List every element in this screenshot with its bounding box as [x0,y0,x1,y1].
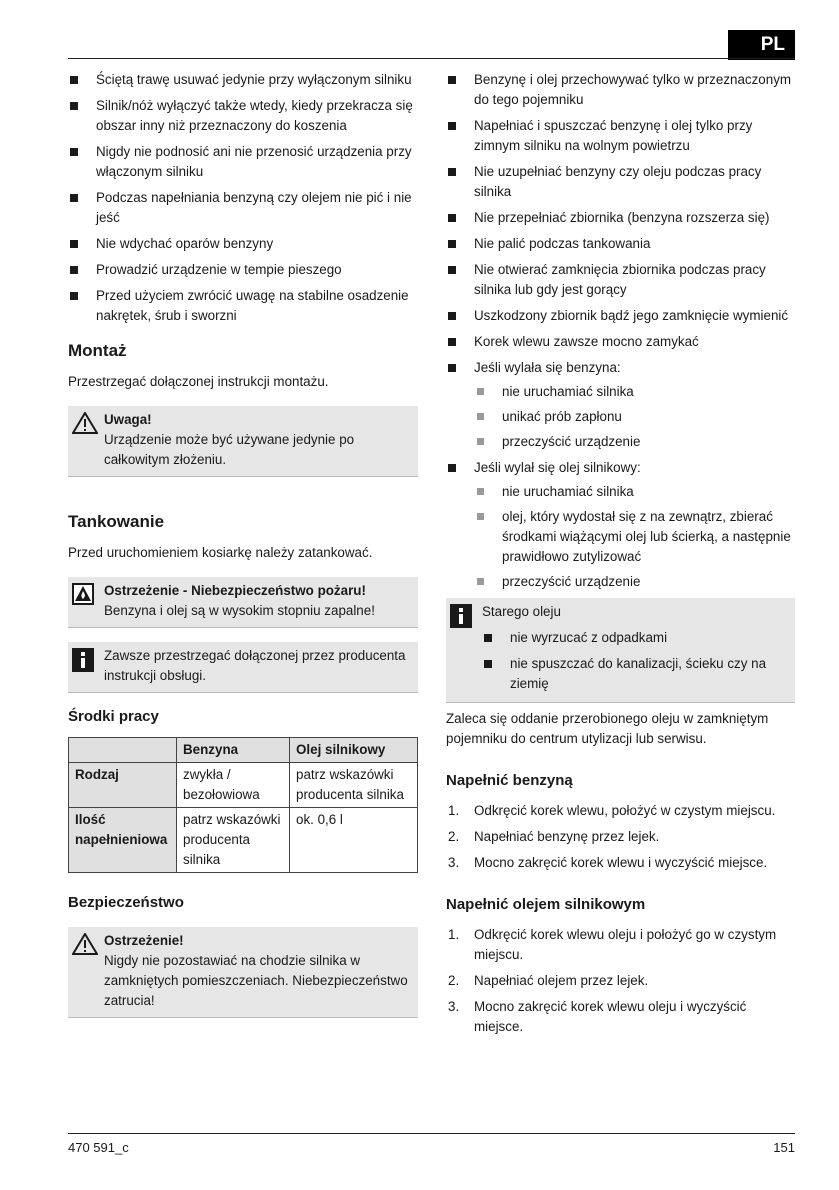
sub-list-item: nie uruchamiać silnika [474,382,795,402]
step: 2. Napełniać benzynę przez lejek. [448,829,660,844]
list-item: Prowadzić urządzenie w tempie pieszego [68,260,418,280]
warning-triangle-icon [72,933,98,961]
left-column [68,70,418,1030]
old-oil-list [482,628,787,694]
list-item: Ściętą trawę usuwać jedynie przy wyłączonym silniku [68,70,418,90]
warning-text: Nigdy nie pozostawiać na chodzie silnika w zamkniętych pomieszczeniach. Niebezpieczeństwo zatrucia! [104,953,408,1008]
table-row [69,808,418,873]
tankowanie-text: Przed uruchomieniem kosiarkę należy zatankować. [68,545,373,560]
row-header: Ilość napełnieniowa [69,808,177,873]
safety-list-right [446,70,795,592]
list-item: Nie wdychać oparów benzyny [68,234,418,254]
right-column [446,70,795,1043]
info-note [68,642,418,693]
old-oil-text: Zaleca się oddanie przerobionego oleju w zamkniętym pojemniku do centrum utylizacji lub serwisu. [446,711,769,746]
info-icon [450,604,472,634]
info-icon [72,648,94,678]
warning-text: Benzyna i olej są w wysokim stopniu zapalne! [104,603,375,618]
table-row [69,763,418,808]
list-item: Nie uzupełniać benzyny czy oleju podczas pracy silnika [446,162,795,202]
language-tab: PL [728,30,795,60]
warning-triangle-icon [72,412,98,440]
safety-list-left [68,70,418,326]
tankowanie-heading: Tankowanie [68,512,165,531]
header-rule [68,58,795,59]
list-item: Nie otwierać zamknięcia zbiornika podczas pracy silnika lub gdy jest gorący [446,260,795,300]
warning-title: Ostrzeżenie! [104,933,184,948]
step: 3. Mocno zakręcić korek wlewu oleju i wyczyścić miejsce. [448,999,747,1034]
step: 3. Mocno zakręcić korek wlewu i wyczyścić miejsce. [448,855,768,870]
table-cell: zwykła / bezołowiowa [177,763,290,808]
montaz-text: Przestrzegać dołączonej instrukcji montażu. [68,374,329,389]
sub-list-item: nie uruchamiać silnika [474,482,795,502]
list-item: Korek wlewu zawsze mocno zamykać [446,332,795,352]
list-item: Podczas napełniania benzyną czy olejem nie pić i nie jeść [68,188,418,228]
row-header: Rodzaj [69,763,177,808]
srodki-heading: Środki pracy [68,708,159,725]
list-item: nie spuszczać do kanalizacji, ścieku czy na ziemię [482,654,787,694]
fire-hazard-icon [72,583,94,611]
table-cell: patrz wskazówki producenta silnika [290,763,418,808]
montaz-heading: Montaż [68,341,127,360]
list-item: Napełniać i spuszczać benzynę i olej tylko przy zimnym silniku na wolnym powietrzu [446,116,795,156]
list-item: Nigdy nie podnosić ani nie przenosić urządzenia przy włączonym silniku [68,142,418,182]
fill-oil-heading: Napełnić olejem silnikowym [446,896,646,913]
list-item: Jeśli wylał się olej silnikowy: nie uruchamiać silnika olej, który wydostał się z na zewnątrz, zbierać środkami wiążącymi olej lub ścierką, a następnie prawidłowo zutylizować przeczyścić urządzenie [446,458,795,592]
table-header: Benzyna [177,738,290,763]
fill-petrol-steps [446,801,795,873]
list-item: nie wyrzucać z odpadkami [482,628,787,648]
old-oil-note [446,598,795,703]
list-item: Nie palić podczas tankowania [446,234,795,254]
table-corner [69,738,177,763]
document-number: 470 591_c [68,1140,129,1155]
sub-list-item: przeczyścić urządzenie [474,572,795,592]
sub-list-item: olej, który wydostał się z na zewnątrz, zbierać środkami wiążącymi olej lub ścierką, a następnie prawidłowo zutylizować [474,507,795,567]
fire-warning [68,577,418,628]
montaz-note [68,406,418,477]
sub-list [474,382,795,452]
table-cell: patrz wskazówki producenta silnika [177,808,290,873]
sub-list-item: przeczyścić urządzenie [474,432,795,452]
list-item: Benzynę i olej przechowywać tylko w przeznaczonym do tego pojemniku [446,70,795,110]
list-item: Jeśli wylała się benzyna: nie uruchamiać silnika unikać prób zapłonu przeczyścić urządzenie [446,358,795,452]
footer-rule [68,1133,795,1134]
list-item: Silnik/nóż wyłączyć także wtedy, kiedy przekracza się obszar inny niż przeznaczony do koszenia [68,96,418,136]
fill-oil-steps [446,925,795,1037]
sub-list [474,482,795,592]
list-item: Nie przepełniać zbiornika (benzyna rozszerza się) [446,208,795,228]
info-text: Zawsze przestrzegać dołączonej przez producenta instrukcji obsługi. [104,648,406,683]
table-cell: ok. 0,6 l [290,808,418,873]
warning-title: Ostrzeżenie - Niebezpieczeństwo pożaru! [104,583,366,598]
step: 2. Napełniać olejem przez lejek. [448,973,649,988]
note-title: Uwaga! [104,412,152,427]
list-item: Uszkodzony zbiornik bądź jego zamknięcie wymienić [446,306,795,326]
poison-warning [68,927,418,1018]
step: 1. Odkręcić korek wlewu oleju i położyć go w czystym miejscu. [448,927,777,962]
table-header: Olej silnikowy [290,738,418,763]
list-item: Przed użyciem zwrócić uwagę na stabilne osadzenie nakrętek, śrub i sworzni [68,286,418,326]
note-text: Urządzenie może być używane jedynie po całkowitym złożeniu. [104,432,355,467]
sub-list-item: unikać prób zapłonu [474,407,795,427]
note-title: Starego oleju [482,604,561,619]
step: 1. Odkręcić korek wlewu, położyć w czystym miejscu. [448,803,776,818]
fuel-table [68,737,418,873]
fill-petrol-heading: Napełnić benzyną [446,772,573,789]
page-number: 151 [773,1140,795,1155]
bezpieczenstwo-heading: Bezpieczeństwo [68,894,184,911]
